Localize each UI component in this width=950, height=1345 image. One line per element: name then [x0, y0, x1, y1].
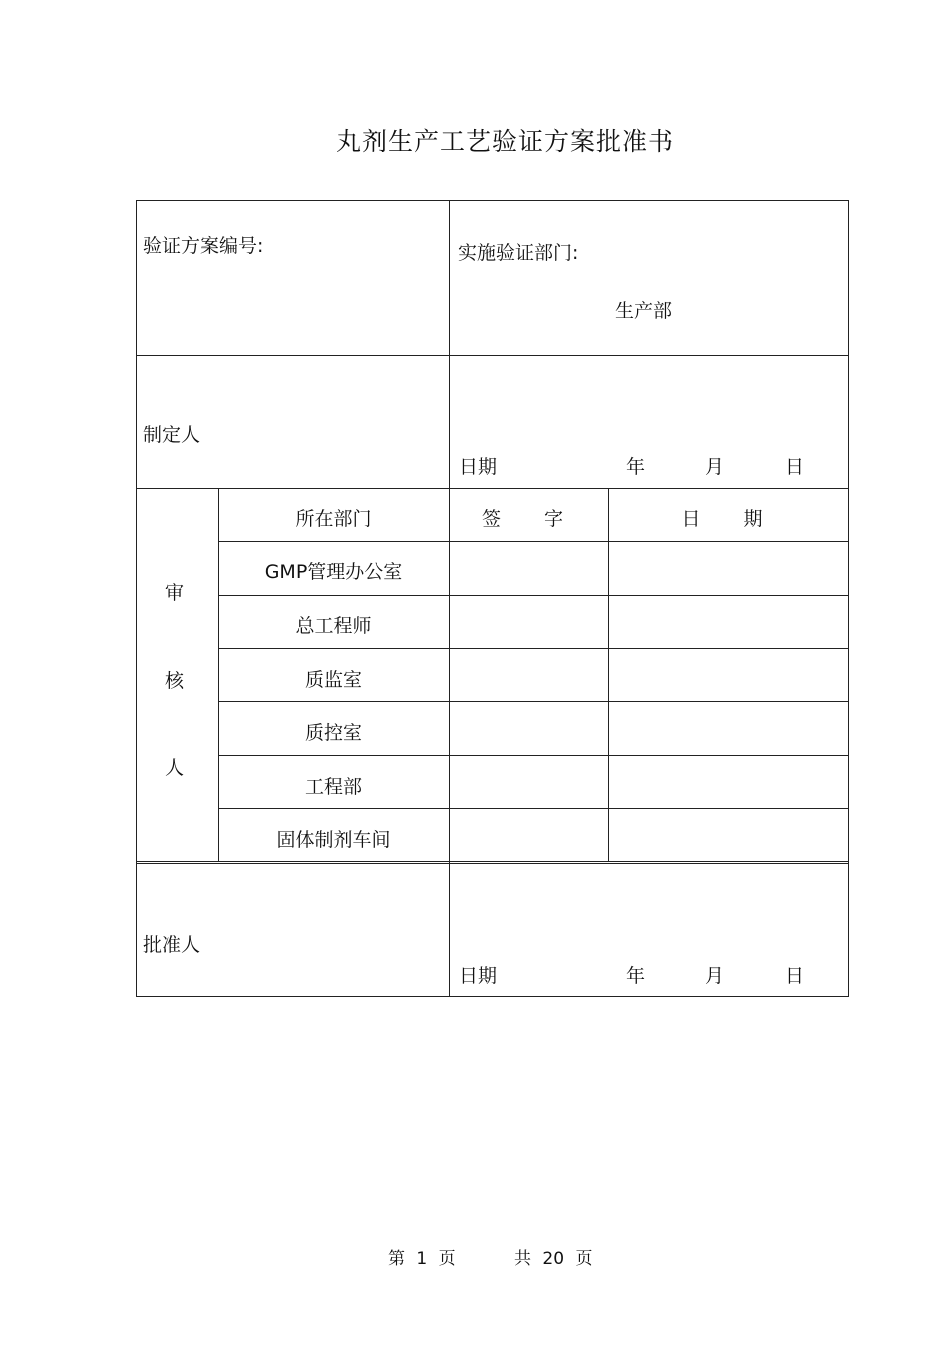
approver-year-label: 年: [626, 965, 646, 987]
protocol-number-label: 验证方案编号:: [143, 235, 264, 257]
table-border-top: [136, 200, 849, 201]
table-border-left: [136, 200, 137, 997]
total-pages: 共 20 页: [514, 1249, 593, 1269]
table-divider: [218, 755, 849, 756]
table-divider: [218, 541, 849, 542]
drafter-label: 制定人: [143, 424, 201, 446]
reviewer-label-char: 审: [165, 582, 185, 604]
reviewer-label-char: 核: [165, 670, 185, 692]
approver-month-label: 月: [705, 965, 725, 987]
drafter-year-label: 年: [626, 456, 646, 478]
department-label: 实施验证部门:: [458, 242, 579, 264]
table-divider: [218, 595, 849, 596]
drafter-day-label: 日: [785, 456, 805, 478]
review-department: 固体制剂车间: [276, 829, 391, 851]
column-header-signature: 签 字: [481, 508, 575, 530]
review-department: GMP管理办公室: [264, 561, 403, 583]
table-divider: [136, 355, 849, 356]
table-divider: [136, 863, 849, 864]
approver-day-label: 日: [785, 965, 805, 987]
table-border-right: [848, 200, 849, 997]
table-divider: [218, 648, 849, 649]
reviewer-label-char: 人: [165, 757, 185, 779]
review-department: 质监室: [304, 669, 362, 691]
document-title: 丸剂生产工艺验证方案批准书: [335, 127, 674, 156]
column-divider: [449, 200, 450, 997]
column-header-date: 日 期: [681, 508, 775, 530]
table-divider: [136, 861, 849, 862]
table-divider: [218, 808, 849, 809]
review-department: 总工程师: [295, 615, 372, 637]
approver-date-label: 日期: [459, 965, 498, 987]
review-department: 工程部: [304, 776, 362, 798]
table-border-bottom: [136, 996, 849, 997]
page-number: 第 1 页: [388, 1249, 456, 1269]
review-department: 质控室: [304, 722, 362, 744]
column-header-department: 所在部门: [295, 508, 372, 530]
drafter-date-label: 日期: [459, 456, 498, 478]
drafter-month-label: 月: [705, 456, 725, 478]
department-value: 生产部: [615, 300, 673, 322]
table-divider: [218, 701, 849, 702]
approver-label: 批准人: [143, 934, 201, 956]
column-divider: [608, 488, 609, 862]
table-divider: [136, 488, 849, 489]
